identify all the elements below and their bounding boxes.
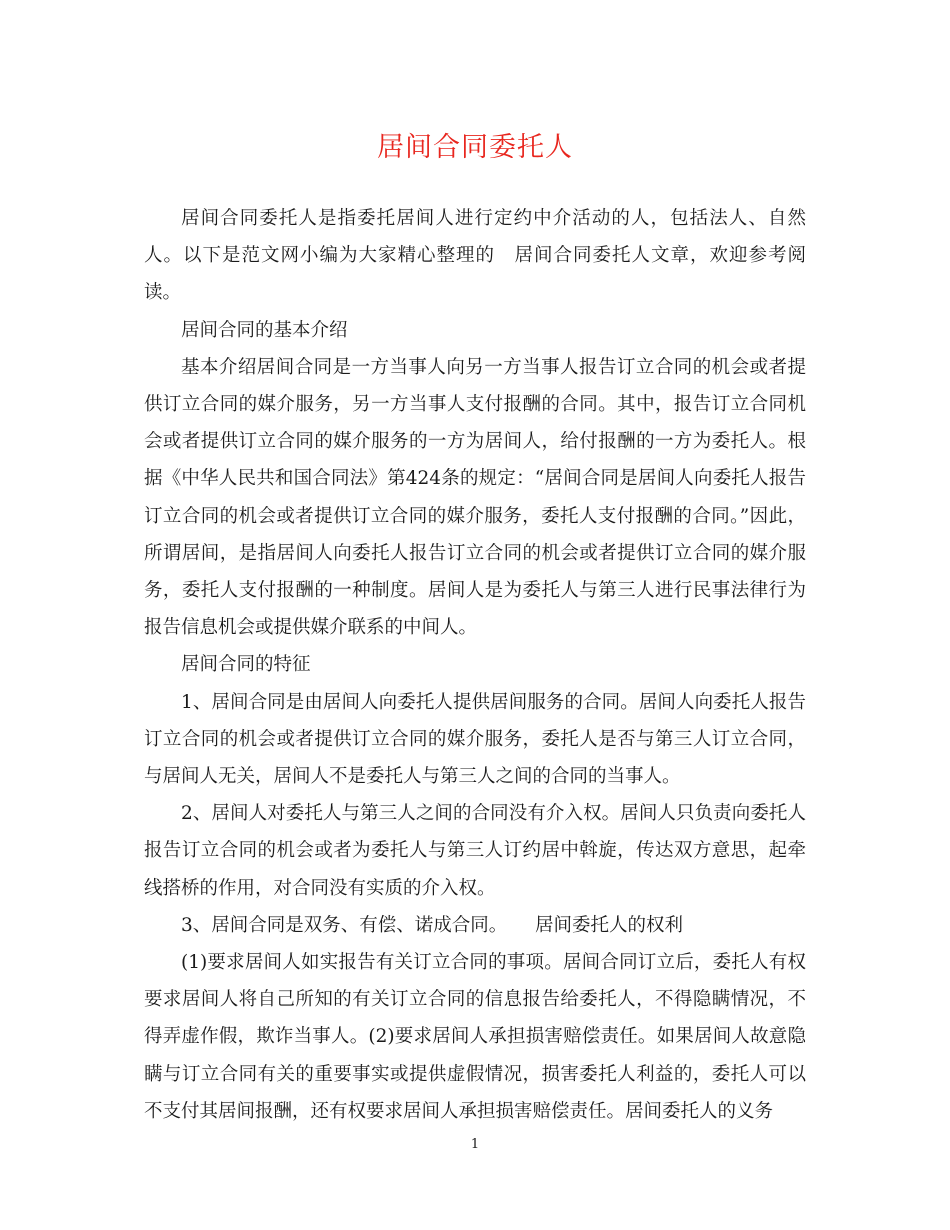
document-body [144, 200, 806, 1130]
document-title: 居间合同委托人 [377, 132, 573, 163]
paragraph-heading-features: 居间合同的特征 [181, 654, 311, 676]
page-number: 1 [470, 1137, 480, 1152]
paragraph-intro: 居间合同委托人是指委托居间人进行定约中介活动的人，包括法人、自然人。以下是范文网小编为大家精心整理的 居间合同委托人文章，欢迎参考阅读。 [144, 208, 806, 304]
paragraph-rights: (1)要求居间人如实报告有关订立合同的事项。居间合同订立后，委托人有权要求居间人将自己所知的有关订立合同的信息报告给委托人，不得隐瞒情况，不得弄虚作假，欺诈当事人。(2)要求居间人承担损害赔偿责任。如果居间人故意隐瞒与订立合同有关的重要事实或提供虚假情况，损害委托人利益的，委托人可以不支付其居间报酬，还有权要求居间人承担损害赔偿责任。居间委托人的义务 [144, 952, 806, 1122]
paragraph-heading-basic: 居间合同的基本介绍 [181, 319, 348, 341]
paragraph-feature-3: 3、居间合同是双务、有偿、诺成合同。 居间委托人的权利 [181, 914, 684, 936]
paragraph-feature-1: 1、居间合同是由居间人向委托人提供居间服务的合同。居间人向委托人报告订立合同的机会或者提供订立合同的媒介服务，委托人是否与第三人订立合同，与居间人无关，居间人不是委托人与第三人之间的合同的当事人。 [144, 691, 806, 788]
paragraph-feature-2: 2、居间人对委托人与第三人之间的合同没有介入权。居间人只负责向委托人报告订立合同的机会或者为委托人与第三人订约居中斡旋，传达双方意思，起牵线搭桥的作用，对合同没有实质的介入权。 [144, 803, 806, 899]
paragraph-basic-intro: 基本介绍居间合同是一方当事人向另一方当事人报告订立合同的机会或者提供订立合同的媒介服务，另一方当事人支付报酬的合同。其中，报告订立合同机会或者提供订立合同的媒介服务的一方为居间人，给付报酬的一方为委托人。根据《中华人民共和国合同法》第424条的规定：“居间合同是居间人向委托人报告订立合同的机会或者提供订立合同的媒介服务，委托人支付报酬的合同。”因此，所谓居间，是指居间人向委托人报告订立合同的机会或者提供订立合同的媒介服务，委托人支付报酬的一种制度。居间人是为委托人与第三人进行民事法律行为报告信息机会或提供媒介联系的中间人。 [144, 356, 806, 639]
